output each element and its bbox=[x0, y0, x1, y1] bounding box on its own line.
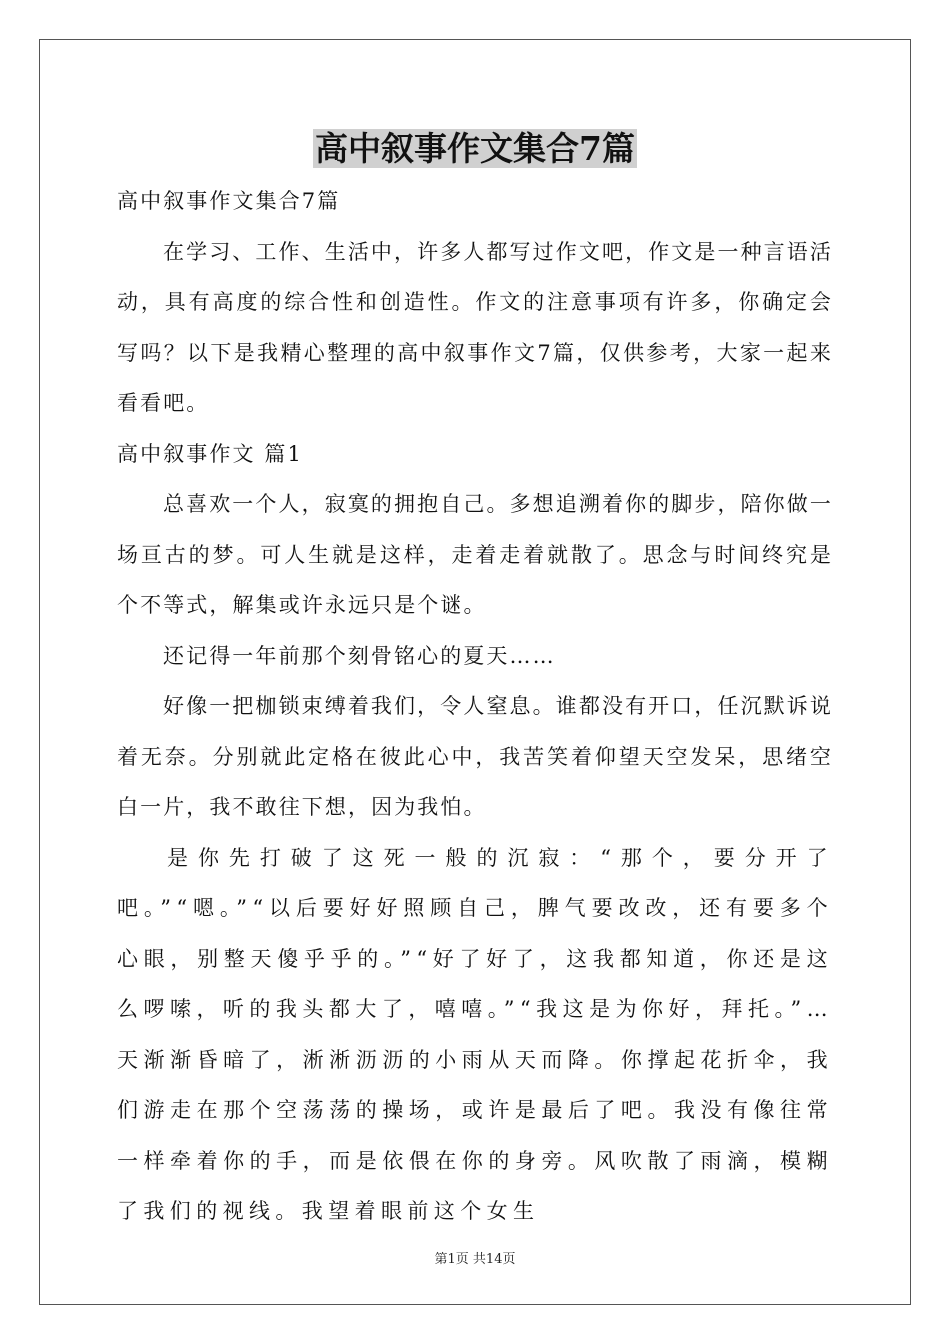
intro-paragraph: 在学习、工作、生活中，许多人都写过作文吧，作文是一种言语活动，具有高度的综合性和创造性。作文的注意事项有许多，你确定会写吗？以下是我精心整理的高中叙事作文7篇，仅供参考，大家一起来看看吧。 bbox=[117, 239, 833, 415]
document-title bbox=[0, 127, 950, 171]
document-body bbox=[117, 176, 833, 1237]
page-footer: 第1页 共14页 bbox=[434, 1252, 516, 1267]
document-subtitle: 高中叙事作文集合7篇 bbox=[117, 189, 341, 213]
body-paragraph: 是你先打破了这死一般的沉寂：“那个，要分开了吧。”“嗯。”“以后要好好照顾自己，脾气要改改，还有要多个心眼，别整天傻乎乎的。”“好了好了，这我都知道，你还是这么啰嗦，听的我头都大了，嘻嘻。”“我这是为你好，拜托。”…天渐渐昏暗了，淅淅沥沥的小雨从天而降。你撑起花折伞，我们游走在那个空荡荡的操场，或许是最后了吧。我没有像往常一样牵着你的手，而是依偎在你的身旁。风吹散了雨滴，模糊了我们的视线。我望着眼前这个女生 bbox=[117, 845, 833, 1223]
body-paragraph: 还记得一年前那个刻骨铭心的夏天…… bbox=[163, 643, 556, 668]
section-heading: 高中叙事作文 篇1 bbox=[117, 441, 303, 466]
document-title-text: 高中叙事作文集合7篇 bbox=[315, 129, 635, 168]
body-paragraph: 好像一把枷锁束缚着我们，令人窒息。谁都没有开口，任沉默诉说着无奈。分别就此定格在彼此心中，我苦笑着仰望天空发呆，思绪空白一片，我不敢往下想，因为我怕。 bbox=[117, 694, 833, 819]
body-paragraph: 总喜欢一个人，寂寞的拥抱自己。多想追溯着你的脚步，陪你做一场亘古的梦。可人生就是这样，走着走着就散了。思念与时间终究是个不等式，解集或许永远只是个谜。 bbox=[117, 492, 833, 617]
